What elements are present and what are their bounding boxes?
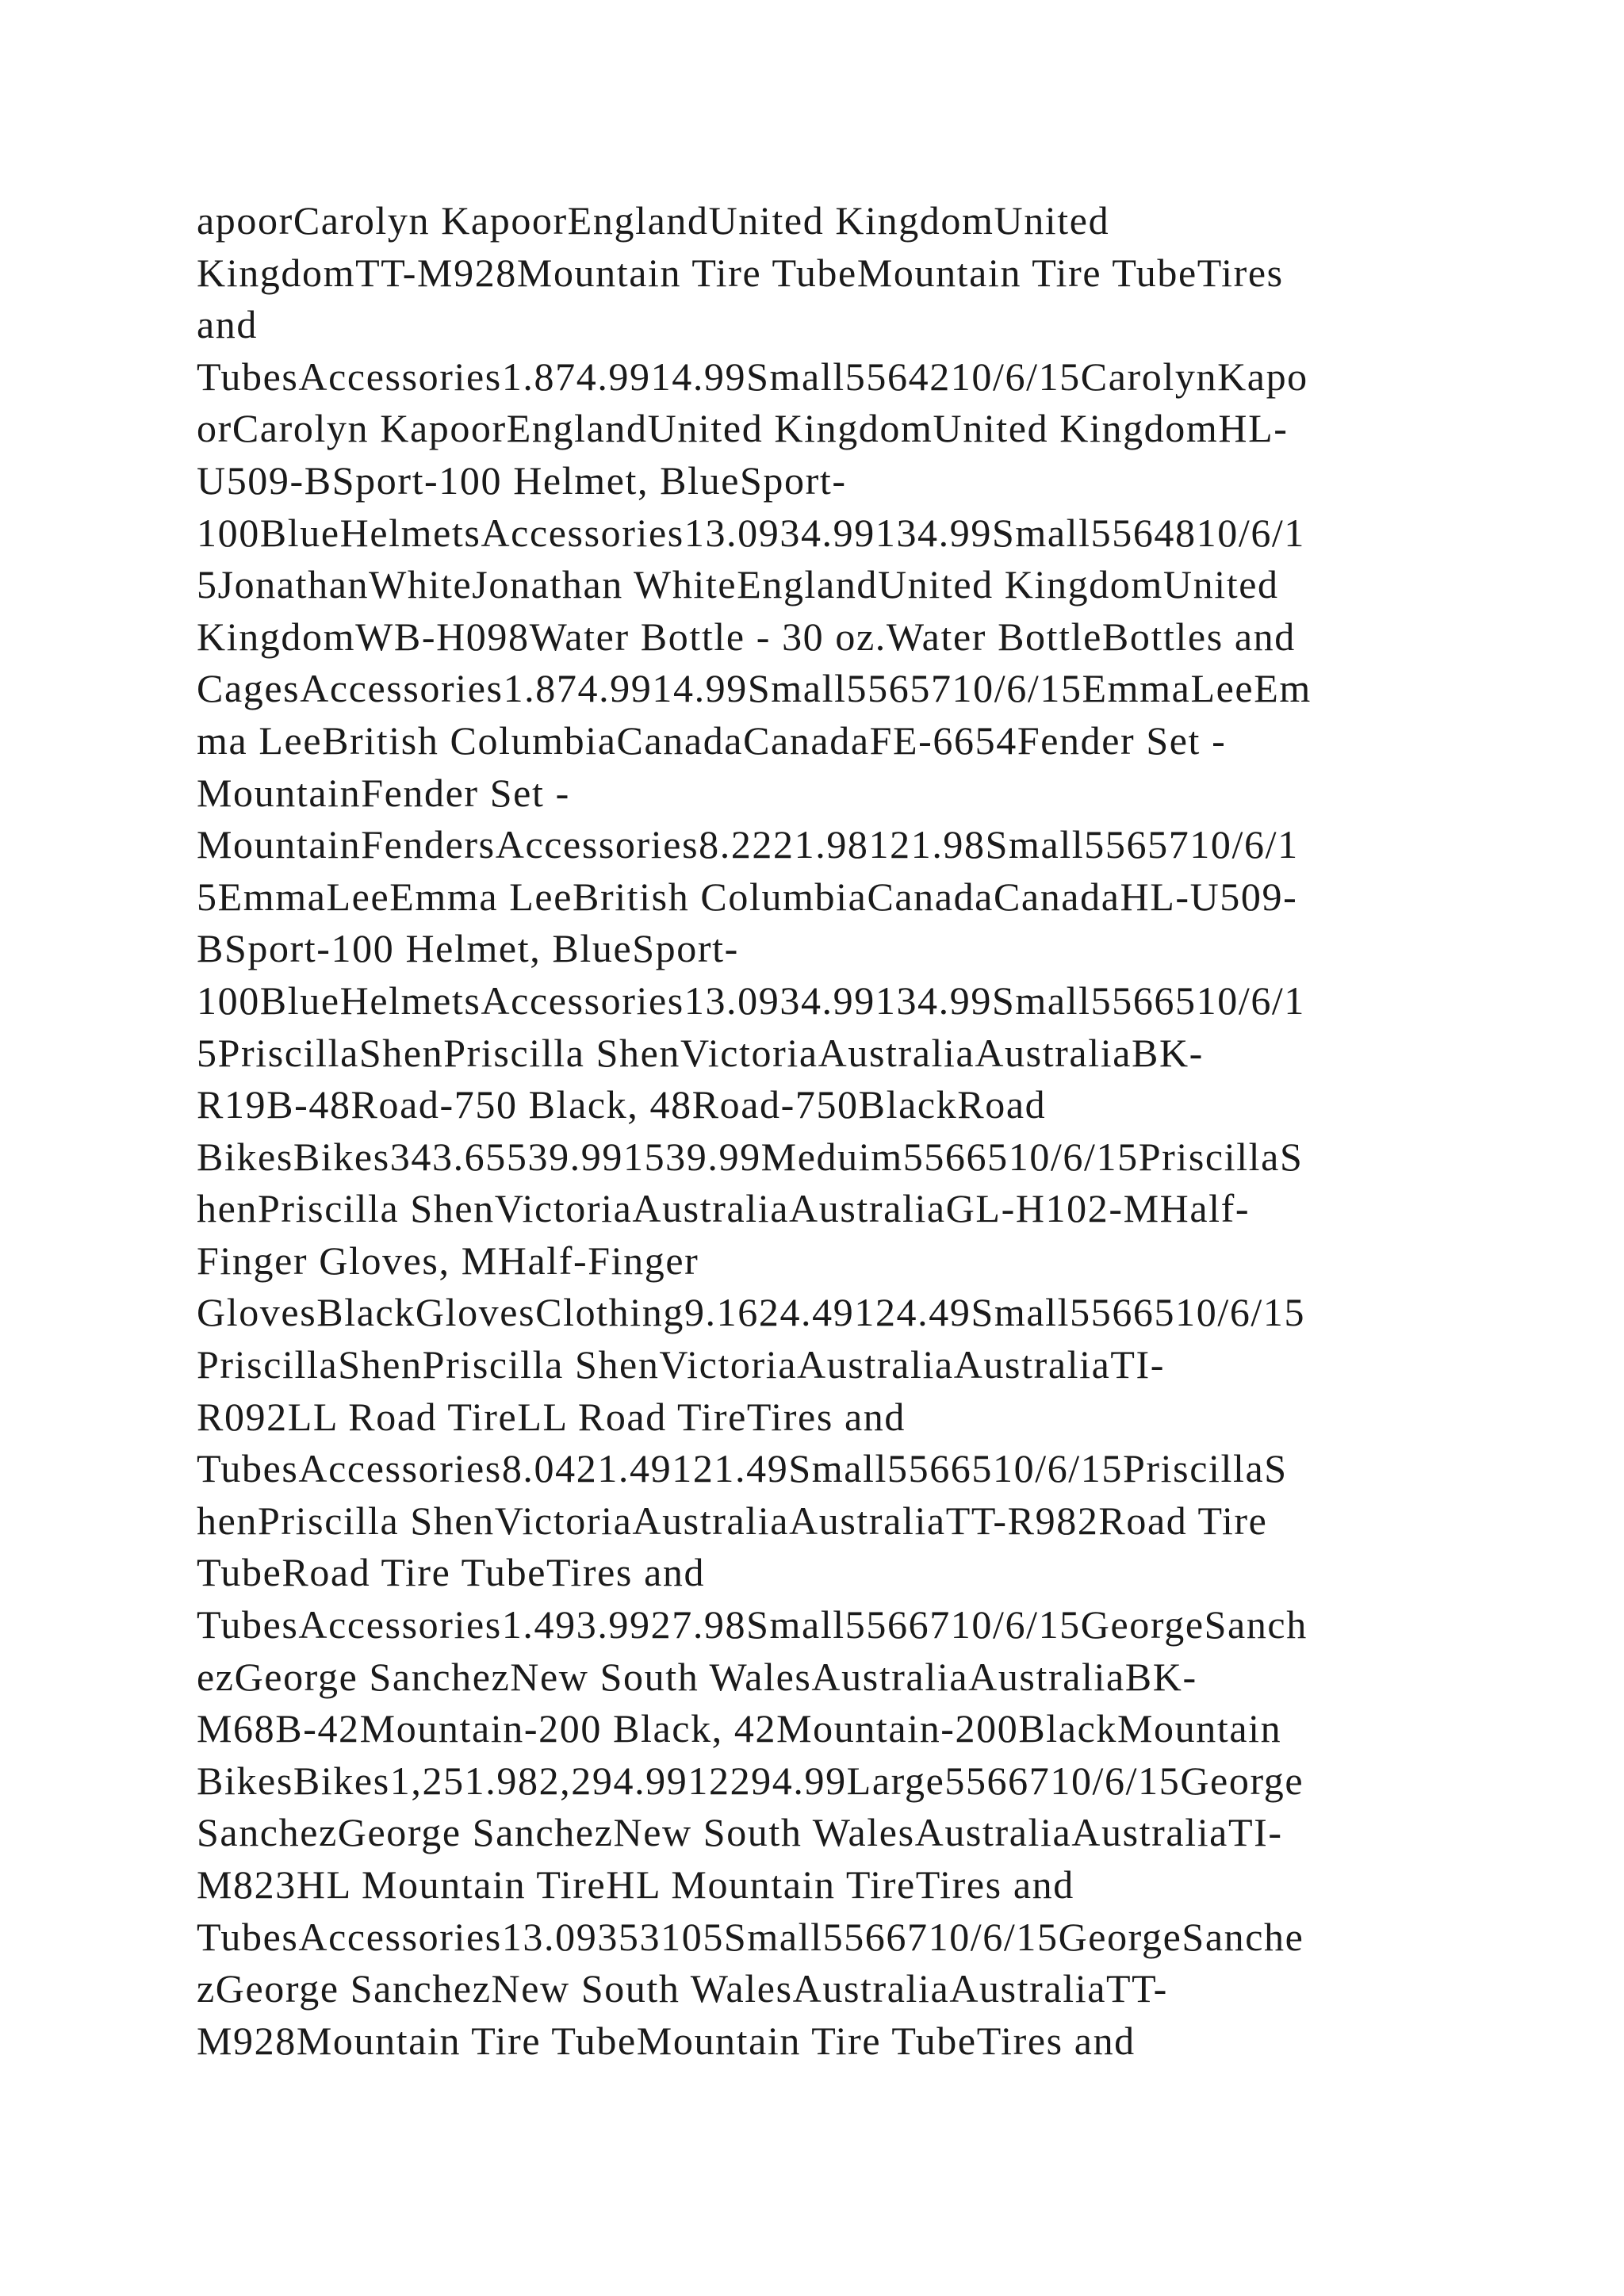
body-text [197,195,1450,2067]
text-line-32: SanchezGeorge SanchezNew South WalesAustraliaAustraliaTI- [197,1810,1283,1855]
text-line-20: henPriscilla ShenVictoriaAustraliaAustraliaGL-H102-MHalf- [197,1186,1251,1231]
text-line-4: TubesAccessories1.874.9914.99Small5564210/6/15CarolynKapo [197,354,1308,399]
text-line-10: CagesAccessories1.874.9914.99Small5565710/6/15EmmaLeeEm [197,666,1312,711]
text-line-36: M928Mountain Tire TubeMountain Tire TubeTires and [197,2018,1136,2063]
text-line-26: henPriscilla ShenVictoriaAustraliaAustraliaTT-R982Road Tire [197,1498,1268,1543]
text-line-27: TubeRoad Tire TubeTires and [197,1550,706,1595]
text-line-1: apoorCarolyn KapoorEnglandUnited KingdomUnited [197,198,1110,243]
text-line-11: ma LeeBritish ColumbiaCanadaCanadaFE-6654Fender Set - [197,718,1227,763]
text-line-13: MountainFendersAccessories8.2221.98121.98Small5565710/6/1 [197,822,1299,867]
text-line-18: R19B-48Road-750 Black, 48Road-750BlackRoad [197,1082,1047,1127]
text-line-9: KingdomWB-H098Water Bottle - 30 oz.Water BottleBottles and [197,614,1296,659]
text-line-17: 5PriscillaShenPriscilla ShenVictoriaAustraliaAustraliaBK- [197,1030,1204,1075]
text-line-8: 5JonathanWhiteJonathan WhiteEnglandUnited KingdomUnited [197,562,1279,607]
text-line-19: BikesBikes343.65539.991539.99Meduim5566510/6/15PriscillaS [197,1134,1304,1179]
text-line-5: orCarolyn KapoorEnglandUnited KingdomUnited KingdomHL- [197,406,1289,451]
text-line-12: MountainFender Set - [197,770,570,815]
text-line-14: 5EmmaLeeEmma LeeBritish ColumbiaCanadaCanadaHL-U509- [197,874,1298,919]
text-line-29: ezGeorge SanchezNew South WalesAustraliaAustraliaBK- [197,1654,1197,1699]
text-line-15: BSport-100 Helmet, BlueSport- [197,926,739,971]
text-line-31: BikesBikes1,251.982,294.9912294.99Large5566710/6/15George [197,1758,1304,1803]
text-line-16: 100BlueHelmetsAccessories13.0934.99134.99Small5566510/6/1 [197,978,1306,1023]
text-line-35: zGeorge SanchezNew South WalesAustraliaAustraliaTT- [197,1966,1168,2011]
text-line-7: 100BlueHelmetsAccessories13.0934.99134.99Small5564810/6/1 [197,510,1306,555]
text-line-6: U509-BSport-100 Helmet, BlueSport- [197,457,847,503]
text-line-3: and [197,302,258,347]
text-line-22: GlovesBlackGlovesClothing9.1624.49124.49Small5566510/6/15 [197,1290,1306,1335]
text-line-2: KingdomTT-M928Mountain Tire TubeMountain Tire TubeTires [197,250,1284,295]
text-line-25: TubesAccessories8.0421.49121.49Small5566510/6/15PriscillaS [197,1446,1288,1491]
text-line-34: TubesAccessories13.09353105Small5566710/6/15GeorgeSanche [197,1914,1304,1959]
text-line-23: PriscillaShenPriscilla ShenVictoriaAustraliaAustraliaTI- [197,1342,1166,1387]
text-line-28: TubesAccessories1.493.9927.98Small5566710/6/15GeorgeSanch [197,1602,1308,1647]
text-line-24: R092LL Road TireLL Road TireTires and [197,1394,906,1439]
text-line-33: M823HL Mountain TireHL Mountain TireTires and [197,1862,1074,1907]
text-line-30: M68B-42Mountain-200 Black, 42Mountain-200BlackMountain [197,1706,1282,1751]
text-line-21: Finger Gloves, MHalf-Finger [197,1238,699,1283]
